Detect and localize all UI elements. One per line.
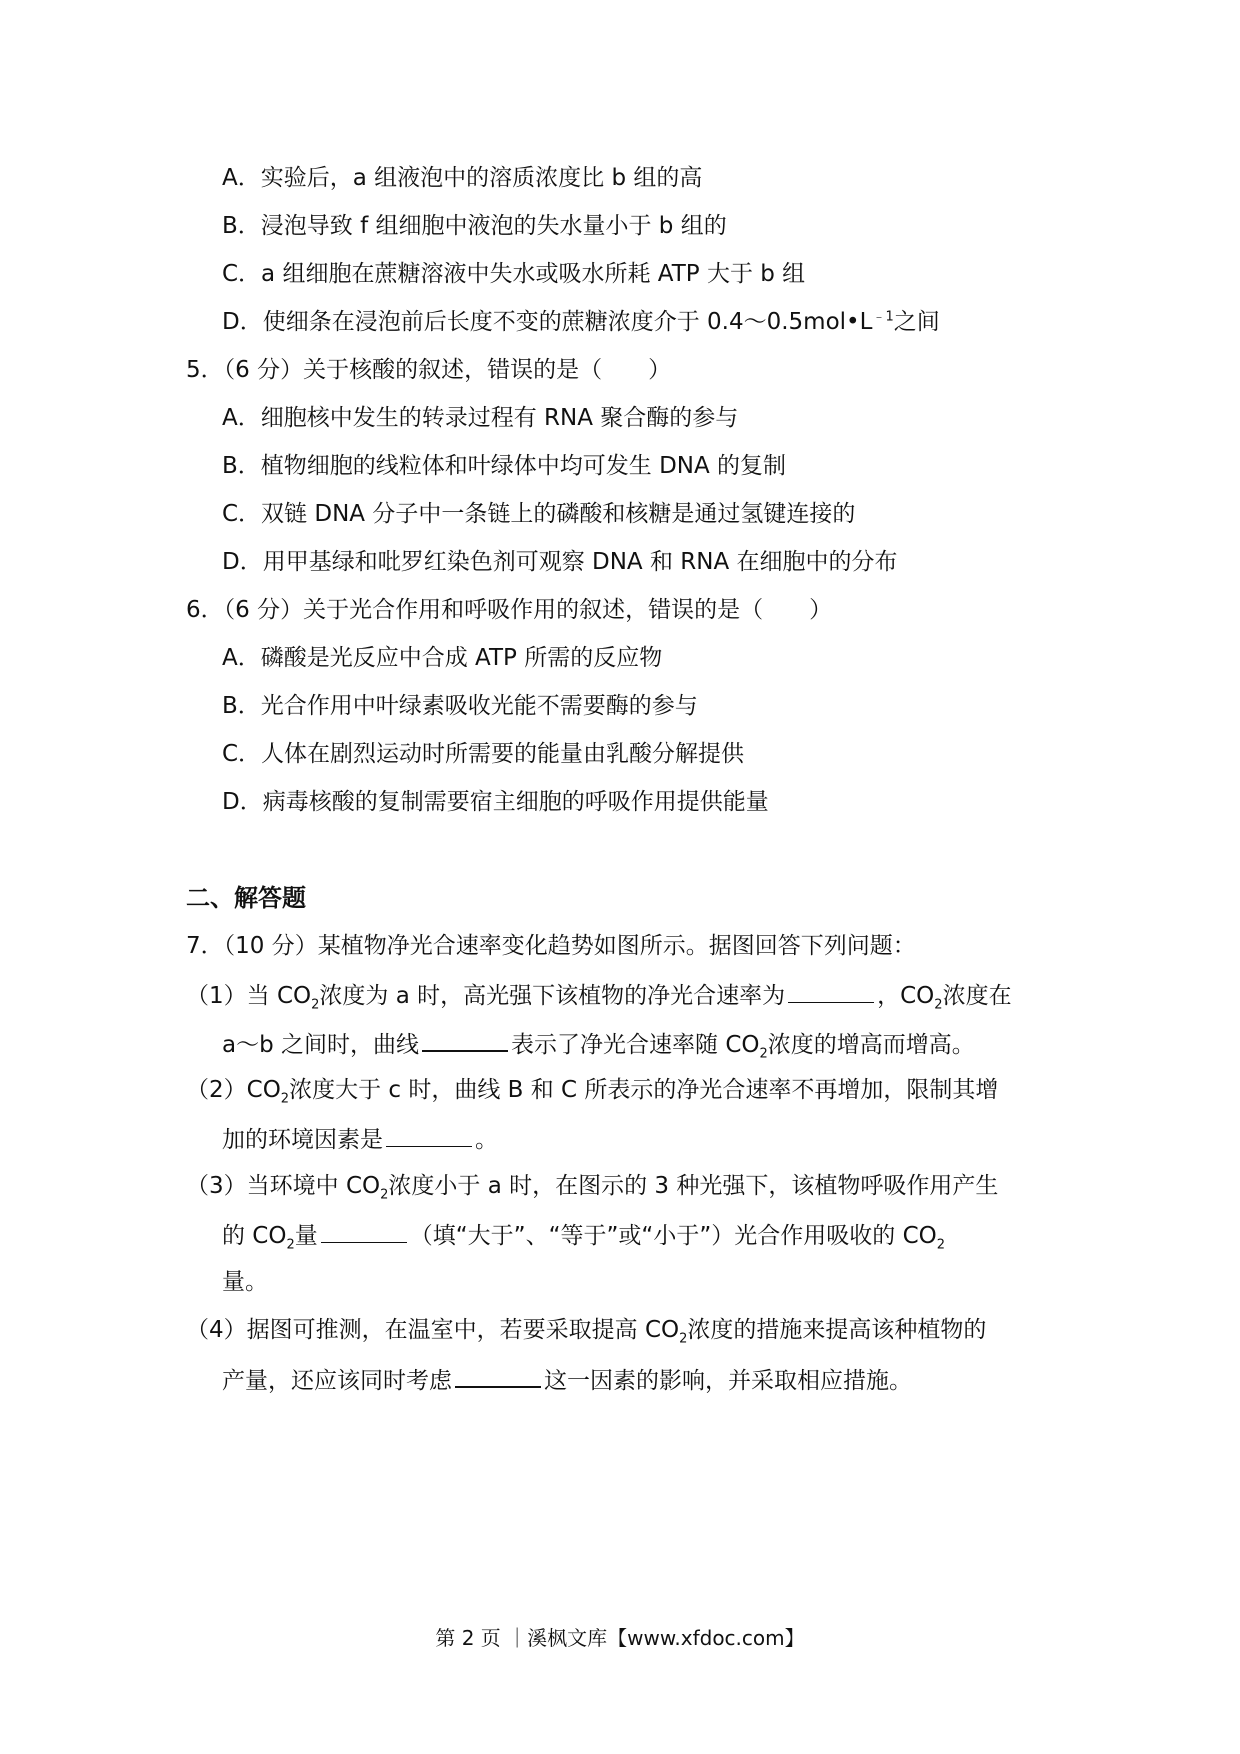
- text: （2）CO: [186, 1077, 281, 1103]
- text: （1）当 CO: [186, 983, 312, 1009]
- q7-part2-line1: [186, 1074, 998, 1106]
- text: 这一因素的影响，并采取相应措施。: [544, 1368, 912, 1394]
- text: 浓度大于 c 时，曲线 B 和 C 所表示的净光合速率不再增加，限制其增: [289, 1077, 999, 1103]
- text: （3）当环境中 CO: [186, 1173, 381, 1199]
- subscript: 2: [759, 1046, 768, 1062]
- q4-option-c: C．a 组细胞在蔗糖溶液中失水或吸水所耗 ATP 大于 b 组: [222, 261, 806, 287]
- text: ，CO: [877, 983, 935, 1009]
- q7-part3-line1: [186, 1170, 998, 1202]
- q6-option-a: A．磷酸是光反应中合成 ATP 所需的反应物: [222, 645, 663, 671]
- q7-part4-line2: [222, 1362, 912, 1397]
- q5-option-d: D．用甲基绿和吡罗红染色剂可观察 DNA 和 RNA 在细胞中的分布: [222, 549, 898, 575]
- q6-option-c: C．人体在剧烈运动时所需要的能量由乳酸分解提供: [222, 741, 745, 767]
- q7-part3-line2: [222, 1218, 945, 1252]
- superscript: ﹣1: [872, 309, 894, 325]
- subscript: 2: [679, 1331, 688, 1347]
- answer-blank[interactable]: [321, 1218, 407, 1243]
- subscript: 2: [936, 1237, 946, 1253]
- text: （填“大于”、“等于”或“小于”）光合作用吸收的 CO: [409, 1223, 937, 1249]
- q5-option-b: B．植物细胞的线粒体和叶绿体中均可发生 DNA 的复制: [222, 453, 787, 479]
- q7-part4-line1: [186, 1314, 986, 1346]
- q5-stem: 5．（6 分）关于核酸的叙述，错误的是（ ）: [186, 357, 672, 383]
- text: 。: [475, 1127, 498, 1153]
- text: 浓度的措施来提高该种植物的: [687, 1317, 987, 1343]
- text: 浓度的增高而增高。: [767, 1032, 975, 1058]
- q4-option-d-text: D．使细条在浸泡前后长度不变的蔗糖浓度介于 0.4～0.5mol•L: [222, 309, 873, 335]
- text: 产量，还应该同时考虑: [222, 1368, 452, 1394]
- q7-part3-line3: 量。: [222, 1269, 268, 1295]
- q7-part1-line1: [186, 978, 1012, 1012]
- subscript: 2: [280, 1091, 290, 1107]
- q6-stem: 6．（6 分）关于光合作用和呼吸作用的叙述，错误的是（ ）: [186, 597, 833, 623]
- text: 浓度为 a 时，高光强下该植物的净光合速率为: [319, 983, 786, 1009]
- text: 浓度小于 a 时，在图示的 3 种光强下，该植物呼吸作用产生: [388, 1173, 999, 1199]
- q6-option-d: D．病毒核酸的复制需要宿主细胞的呼吸作用提供能量: [222, 789, 769, 815]
- q4-option-d: [222, 306, 940, 338]
- section-heading: 二、解答题: [186, 884, 306, 912]
- q4-option-d-tail: 之间: [893, 309, 940, 335]
- subscript: 2: [934, 997, 943, 1013]
- subscript: 2: [311, 997, 320, 1013]
- text: 表示了净光合速率随 CO: [511, 1032, 760, 1058]
- answer-blank[interactable]: [422, 1026, 508, 1052]
- q7-stem: 7．（10 分）某植物净光合速率变化趋势如图所示。据图回答下列问题：: [186, 933, 916, 959]
- subscript: 2: [286, 1237, 295, 1253]
- q6-option-b: B．光合作用中叶绿素吸收光能不需要酶的参与: [222, 693, 698, 719]
- text: 加的环境因素是: [222, 1127, 383, 1153]
- answer-blank[interactable]: [386, 1122, 472, 1147]
- text: a～b 之间时，曲线: [222, 1032, 420, 1058]
- q7-part1-line2: [222, 1026, 975, 1061]
- text: 量: [294, 1223, 318, 1249]
- text: 浓度在: [942, 983, 1012, 1009]
- subscript: 2: [380, 1187, 389, 1203]
- q4-option-b: B．浸泡导致 f 组细胞中液泡的失水量小于 b 组的: [222, 213, 727, 239]
- q5-option-a: A．细胞核中发生的转录过程有 RNA 聚合酶的参与: [222, 405, 739, 431]
- q7-part2-line2: [222, 1122, 498, 1156]
- text: （4）据图可推测，在温室中，若要采取提高 CO: [186, 1317, 680, 1343]
- answer-blank[interactable]: [788, 978, 874, 1003]
- q4-option-a: A．实验后，a 组液泡中的溶质浓度比 b 组的高: [222, 165, 703, 191]
- text: 的 CO: [222, 1223, 287, 1249]
- answer-blank[interactable]: [455, 1362, 541, 1388]
- q5-option-c: C．双链 DNA 分子中一条链上的磷酸和核糖是通过氢键连接的: [222, 501, 856, 527]
- page-footer: 第 2 页 ｜溪枫文库【www.xfdoc.com】: [435, 1626, 805, 1650]
